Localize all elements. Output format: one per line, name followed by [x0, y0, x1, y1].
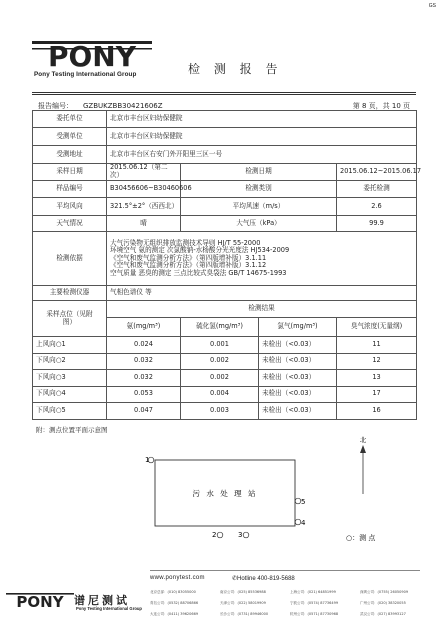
table-row — [33, 337, 417, 354]
row-odor: 12 — [337, 353, 417, 370]
info-table — [32, 110, 422, 420]
contact-item: 深圳公司：(0755) 26050909 — [360, 590, 409, 594]
point-2-number: 2 — [212, 531, 217, 539]
pressure-value: 99.9 — [337, 216, 417, 232]
footer-logo — [6, 592, 76, 608]
north-arrow-icon — [360, 445, 366, 453]
contact-item: 武汉公司：(027) 83993127 — [360, 612, 406, 616]
north-label: 北 — [359, 436, 367, 444]
row-point: 下风向○3 — [33, 370, 107, 387]
hotline: ✆Hotline 400-819-5688 — [232, 576, 295, 582]
sample-no-label: 样品编号 — [33, 181, 107, 198]
brand-en: Pony Testing International Group — [76, 606, 142, 611]
test-type-value: 委托检测 — [337, 181, 417, 198]
table-row — [33, 386, 417, 403]
map-legend: ○：测 点 — [346, 534, 376, 542]
contact-item: 上海公司：(021) 64851999 — [290, 590, 336, 594]
logo-subtitle: Pony Testing International Group — [34, 71, 137, 78]
website: www.ponytest.com — [150, 575, 205, 581]
header-divider — [32, 92, 416, 93]
point-label: 采样点位（见附图） — [33, 301, 107, 337]
instrument-value: 气相色谱仪 等 — [107, 286, 417, 301]
contact-item: 广州公司：(020) 38320055 — [360, 601, 406, 605]
sample-no-value: B30456606~B30460606 — [107, 181, 181, 198]
site-map — [30, 436, 430, 546]
corner-mark: GS — [428, 3, 436, 9]
row-nh3: 0.053 — [107, 386, 181, 403]
report-no-label: 报告编号： — [38, 102, 73, 110]
header-divider-2 — [32, 94, 416, 95]
col-nh3: 氨(mg/m³) — [107, 318, 181, 337]
inspected-value: 北京市丰台区妇幼保健院 — [107, 128, 417, 146]
row-h2s: 0.001 — [181, 337, 259, 354]
contact-item: 南京公司：(025) 85536988 — [220, 590, 266, 594]
point-3-circle — [243, 532, 249, 538]
contact-item: 青岛公司：(0532) 88706866 — [150, 601, 199, 605]
pressure-label: 大气压（kPa） — [181, 216, 337, 232]
test-type-label: 检测类别 — [181, 181, 337, 198]
row-h2s: 0.002 — [181, 370, 259, 387]
wind-dir-value: 321.5°±2°（西西北） — [107, 198, 181, 216]
point-4-circle — [295, 519, 301, 525]
pony-logo — [32, 38, 152, 68]
contact-item: 大连公司：(0411) 39620669 — [150, 612, 199, 616]
contact-item: 杭州公司：(0571) 87730968 — [290, 612, 339, 616]
basis-item: 环境空气 氨的测定 次氯酸钠-水杨酸分光光度法 HJ534-2009 — [110, 246, 290, 255]
address-label: 受测地址 — [33, 146, 107, 164]
wind-speed-value: 2.6 — [337, 198, 417, 216]
col-h2s: 硫化氢(mg/m³) — [181, 318, 259, 337]
row-nh3: 0.032 — [107, 370, 181, 387]
sampling-date-value: 2015.06.12（第二次） — [107, 164, 181, 181]
client-value: 北京市丰台区妇幼保健院 — [107, 111, 417, 128]
col-cl2: 氯气(mg/m³) — [259, 318, 337, 337]
address-value: 北京市丰台区右安门外开阳里三区一号 — [107, 146, 417, 164]
contact-item: 宁波公司：(0574) 87736499 — [290, 601, 339, 605]
wind-dir-label: 平均风向 — [33, 198, 107, 216]
col-odor: 臭气浓度(无量纲) — [337, 318, 417, 337]
basis-label: 检测依据 — [33, 232, 107, 286]
logo-text: PONY — [47, 40, 137, 68]
client-label: 委托单位 — [33, 111, 107, 128]
basis-item: 空气质量 恶臭的测定 三点比较式臭袋法 GB/T 14675-1993 — [110, 268, 287, 277]
station-label: 污 水 处 理 站 — [192, 489, 258, 498]
contact-list — [150, 588, 440, 621]
row-point: 下风向○5 — [33, 403, 107, 420]
result-label: 检测结果 — [107, 301, 417, 318]
row-h2s: 0.004 — [181, 386, 259, 403]
footer-divider — [150, 570, 420, 571]
point-1-number: 1 — [145, 456, 150, 464]
row-odor: 17 — [337, 386, 417, 403]
row-odor: 11 — [337, 337, 417, 354]
basis-item: 大气污染物无组织排放监测技术导则 HJ/T 55-2000 — [110, 238, 261, 247]
test-date-value: 2015.06.12~2015.06.17 — [337, 164, 417, 181]
test-date-label: 检测日期 — [181, 164, 337, 181]
instrument-label: 主要检测仪器 — [33, 286, 107, 301]
point-3-number: 3 — [238, 531, 243, 539]
table-row — [33, 403, 417, 420]
basis-item: 《空气和废气监测分析方法》（第四版增补版）3.1.11 — [110, 253, 267, 262]
weather-label: 天气情况 — [33, 216, 107, 232]
row-h2s: 0.003 — [181, 403, 259, 420]
point-5-number: 5 — [301, 498, 306, 506]
sampling-date-label: 采样日期 — [33, 164, 107, 181]
point-4-number: 4 — [301, 519, 306, 527]
contact-item: 天津公司：(022) 58019909 — [220, 601, 266, 605]
contact-item: 北京总部：(010) 83055000 — [150, 590, 196, 594]
row-h2s: 0.002 — [181, 353, 259, 370]
page-indicator: 第 8 页，共 10 页 — [352, 102, 410, 110]
footer-logo-text: PONY — [16, 593, 64, 608]
row-nh3: 0.047 — [107, 403, 181, 420]
row-cl2: 未检出（<0.03） — [259, 403, 337, 420]
contact-item: 长沙公司：(0731) 89946000 — [220, 612, 269, 616]
weather-value: 晴 — [107, 216, 181, 232]
point-5-circle — [295, 498, 301, 504]
row-point: 上风向○1 — [33, 337, 107, 354]
row-odor: 16 — [337, 403, 417, 420]
report-no: GZBUKZBB30421606Z — [83, 102, 163, 110]
table-row — [33, 353, 417, 370]
basis-item: 《空气和废气监测分析方法》（第四版增补版）3.1.12 — [110, 261, 267, 270]
row-cl2: 未检出（<0.03） — [259, 370, 337, 387]
basis-list — [107, 232, 417, 286]
attachment-note: 附：测点位置平面示意图 — [36, 426, 108, 434]
table-row — [33, 370, 417, 387]
report-title: 检 测 报 告 — [188, 62, 283, 76]
wind-speed-label: 平均风速（m/s） — [181, 198, 337, 216]
brand-cn: 谱尼测试 — [74, 594, 130, 607]
row-cl2: 未检出（<0.03） — [259, 337, 337, 354]
row-cl2: 未检出（<0.03） — [259, 353, 337, 370]
row-nh3: 0.024 — [107, 337, 181, 354]
row-point: 下风向○4 — [33, 386, 107, 403]
point-2-circle — [217, 532, 223, 538]
row-point: 下风向○2 — [33, 353, 107, 370]
row-nh3: 0.032 — [107, 353, 181, 370]
row-odor: 13 — [337, 370, 417, 387]
inspected-label: 受测单位 — [33, 128, 107, 146]
row-cl2: 未检出（<0.03） — [259, 386, 337, 403]
